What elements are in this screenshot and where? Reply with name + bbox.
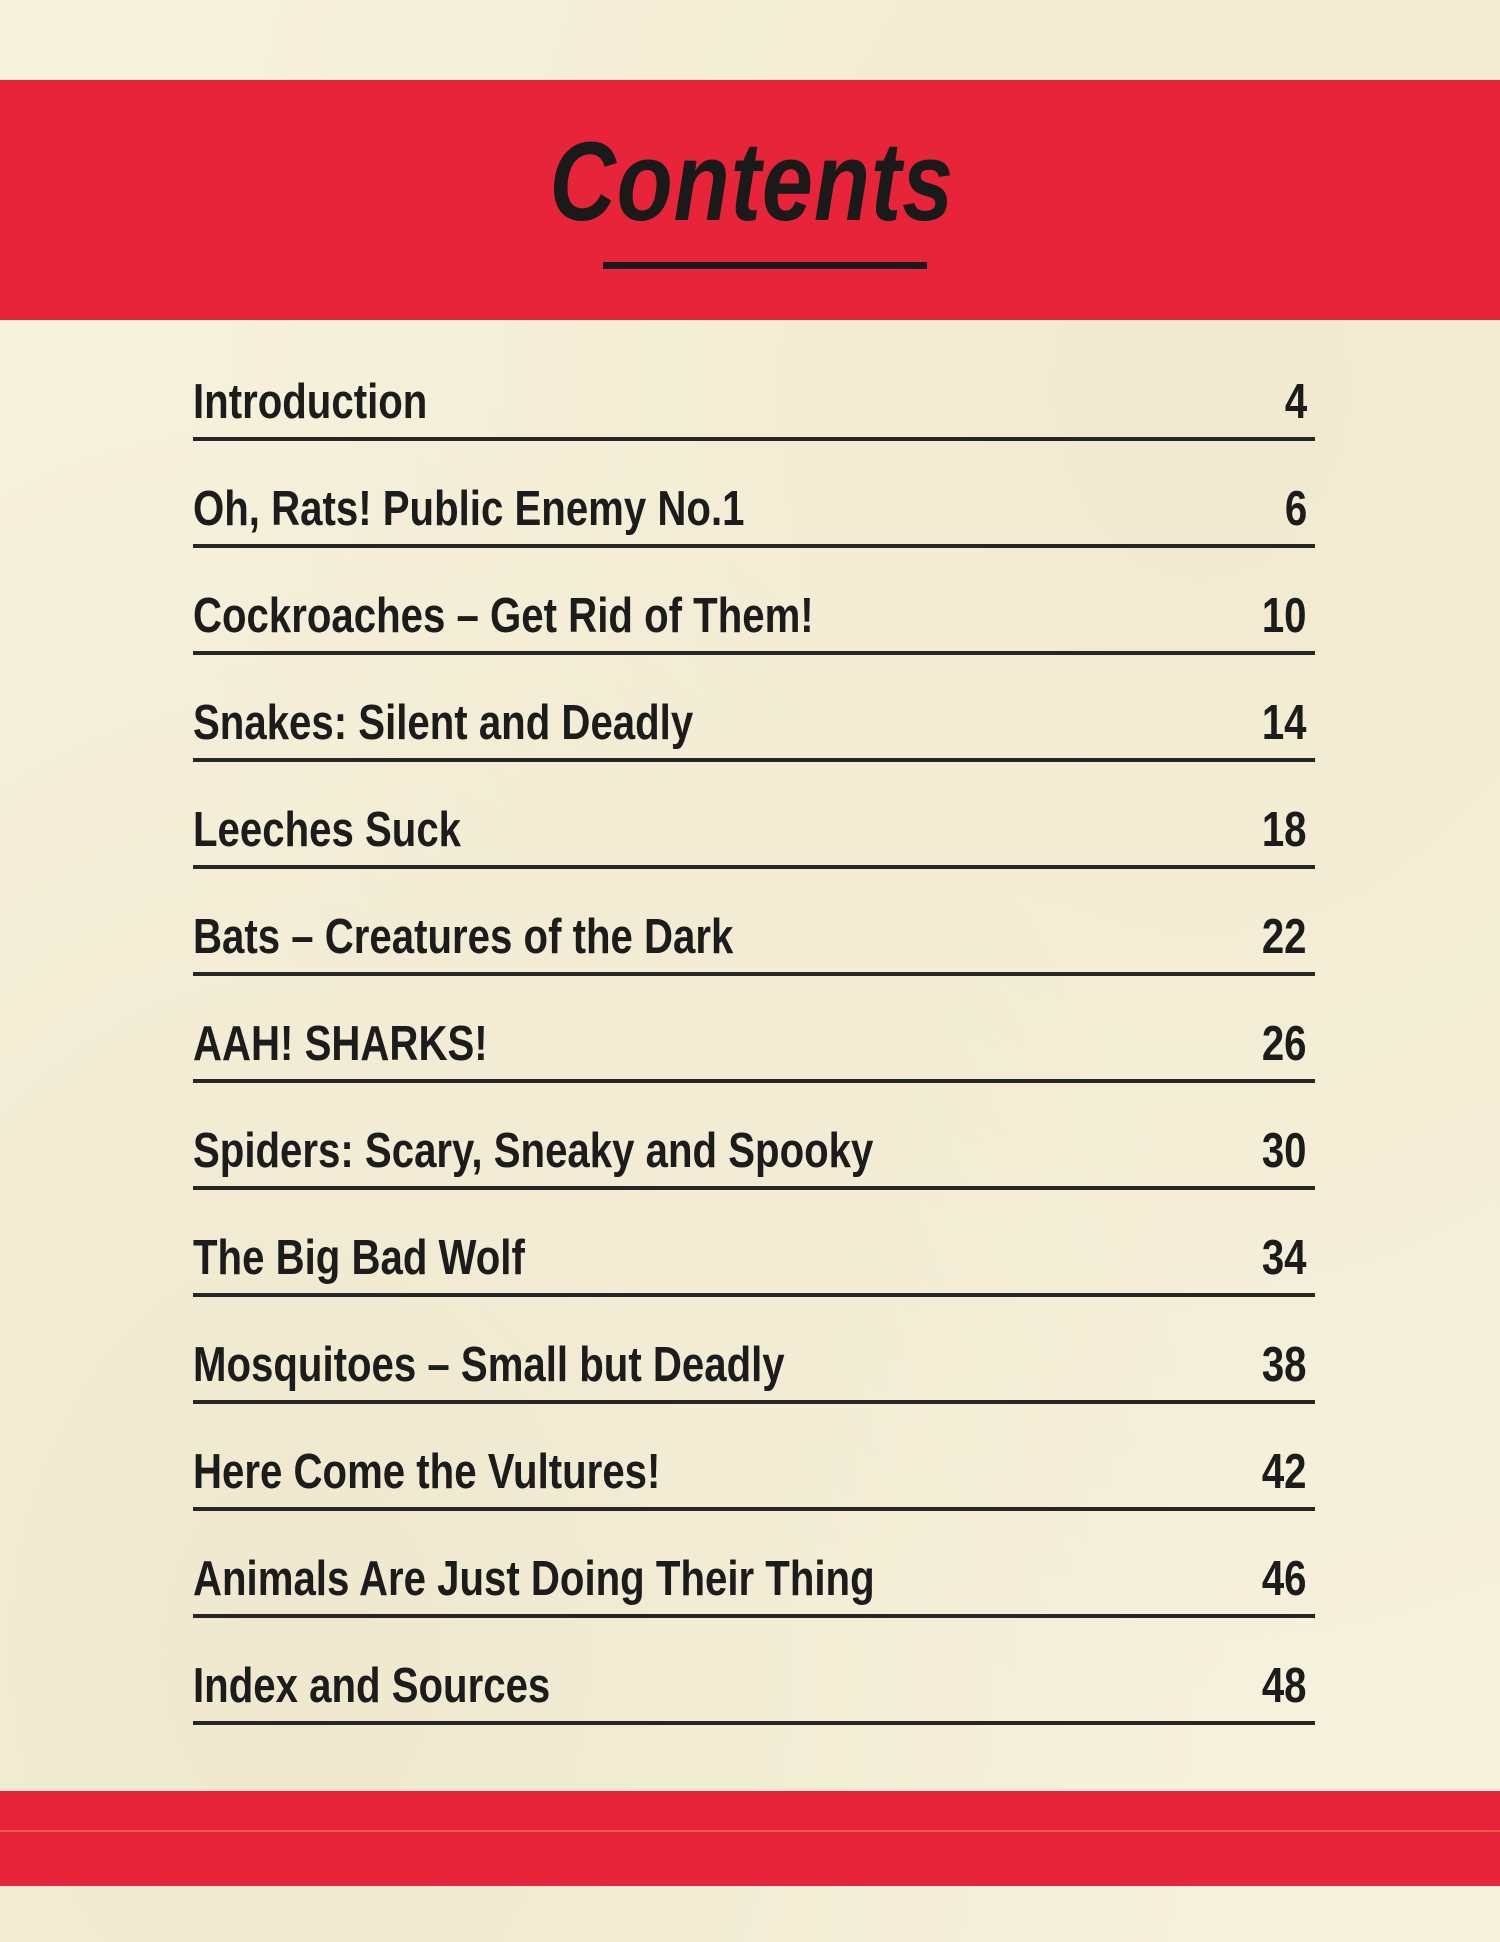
- toc-entry-page: 34: [1262, 1231, 1307, 1285]
- toc-entry-page: 10: [1262, 589, 1307, 643]
- toc-entry-title: Oh, Rats! Public Enemy No.1: [193, 482, 745, 536]
- divider: [193, 972, 1315, 976]
- toc-entry-page: 14: [1262, 696, 1307, 750]
- divider: [193, 1614, 1315, 1618]
- toc-entry-title: Mosquitoes – Small but Deadly: [193, 1338, 785, 1392]
- footer-stripe: [0, 1830, 1500, 1832]
- toc-entry-title: AAH! SHARKS!: [193, 1017, 488, 1071]
- toc-entry[interactable]: [193, 564, 1315, 671]
- toc-entry[interactable]: [193, 1206, 1315, 1313]
- divider: [193, 1400, 1315, 1404]
- divider: [193, 1293, 1315, 1297]
- divider: [193, 651, 1315, 655]
- divider: [193, 1721, 1315, 1725]
- toc-entry[interactable]: [193, 885, 1315, 992]
- toc-entry[interactable]: [193, 457, 1315, 564]
- toc-entry[interactable]: [193, 1420, 1315, 1527]
- toc-entry[interactable]: [193, 1527, 1315, 1634]
- divider: [193, 1507, 1315, 1511]
- toc-entry[interactable]: [193, 778, 1315, 885]
- toc-entry-title: Leeches Suck: [193, 803, 462, 857]
- toc-entry-page: 38: [1262, 1338, 1307, 1392]
- toc-entry[interactable]: [193, 1313, 1315, 1420]
- toc-entry[interactable]: [193, 350, 1315, 457]
- toc-entry[interactable]: [193, 1099, 1315, 1206]
- footer-band: [0, 1791, 1500, 1886]
- toc-entry[interactable]: [193, 992, 1315, 1099]
- toc-entry-page: 4: [1284, 375, 1307, 429]
- toc-entry-page: 18: [1262, 803, 1307, 857]
- toc-entry-title: Snakes: Silent and Deadly: [193, 696, 694, 750]
- toc-entry-page: 22: [1262, 910, 1307, 964]
- toc-entry-page: 26: [1262, 1017, 1307, 1071]
- toc-entry-title: Introduction: [193, 375, 428, 429]
- page-title: Contents: [549, 119, 955, 244]
- divider: [193, 437, 1315, 441]
- toc-entry-title: Cockroaches – Get Rid of Them!: [193, 589, 814, 643]
- toc-entry-title: Bats – Creatures of the Dark: [193, 910, 734, 964]
- toc-entry-page: 30: [1262, 1124, 1307, 1178]
- toc-entry-title: The Big Bad Wolf: [193, 1231, 525, 1285]
- title-underline: [603, 262, 927, 269]
- divider: [193, 865, 1315, 869]
- toc-entry-title: Animals Are Just Doing Their Thing: [193, 1552, 875, 1606]
- toc-entry-title: Index and Sources: [193, 1659, 551, 1713]
- divider: [193, 544, 1315, 548]
- divider: [193, 1079, 1315, 1083]
- toc-entry-page: 48: [1262, 1659, 1307, 1713]
- divider: [193, 1186, 1315, 1190]
- divider: [193, 758, 1315, 762]
- toc-entry-page: 42: [1262, 1445, 1307, 1499]
- toc-entry[interactable]: [193, 1634, 1315, 1741]
- toc-entry[interactable]: [193, 671, 1315, 778]
- toc-entry-page: 6: [1284, 482, 1307, 536]
- table-of-contents: [193, 350, 1315, 1741]
- toc-entry-title: Spiders: Scary, Sneaky and Spooky: [193, 1124, 874, 1178]
- toc-entry-page: 46: [1262, 1552, 1307, 1606]
- toc-entry-title: Here Come the Vultures!: [193, 1445, 661, 1499]
